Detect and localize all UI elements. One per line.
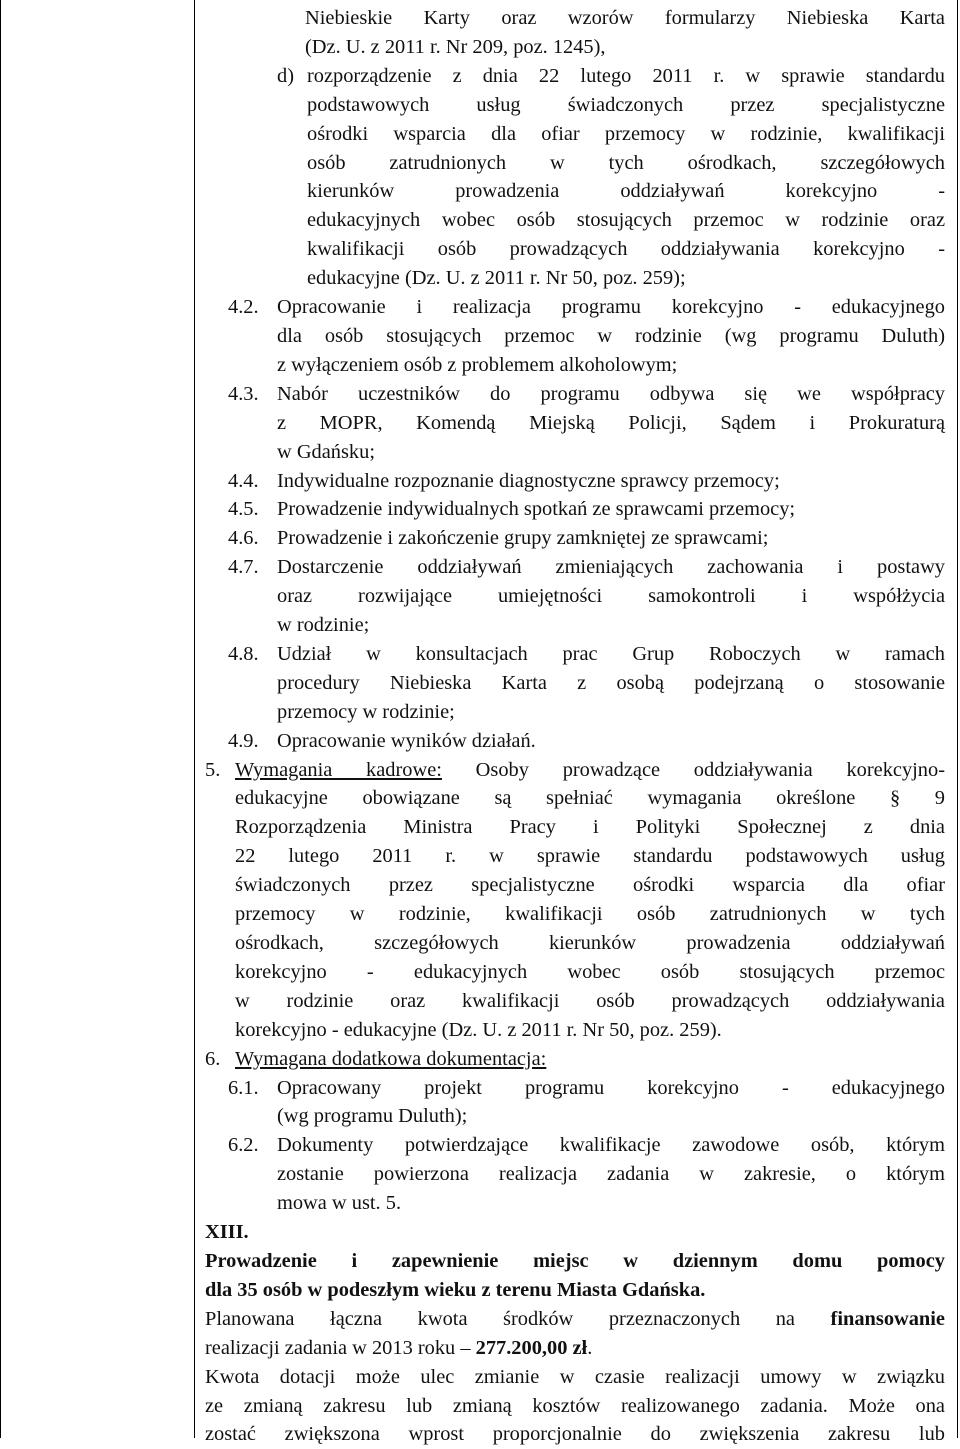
text-span: Planowana łączna kwota środków przeznaczonych na <box>205 1307 831 1330</box>
text-line: edukacyjne (Dz. U. z 2011 r. Nr 50, poz. 259); <box>307 267 686 290</box>
text-line: przemocy w rodzinie; <box>277 700 455 723</box>
item-number: 4.9. <box>228 729 259 752</box>
text-span: realizacji zadania w 2013 roku – <box>205 1336 476 1359</box>
item-body <box>277 293 945 380</box>
text-line: Indywidualne rozpoznanie diagnostyczne sprawcy przemocy; <box>277 469 780 492</box>
text-line: (wg programu Duluth); <box>277 1105 468 1128</box>
item-body <box>277 467 945 496</box>
text-line: ośrodki wsparcia dla ofiar przemocy w rodzinie, kwalifikacji <box>307 122 945 145</box>
text-line: z wyłączeniem osób z problemem alkoholowym; <box>277 353 678 376</box>
text-line: Opracowanie wyników działań. <box>277 729 536 752</box>
text-line: podstawowych usług świadczonych przez specjalistyczne <box>307 93 945 116</box>
list-item <box>205 495 945 524</box>
funding-amount: 277.200,00 zł <box>475 1336 588 1359</box>
item-body <box>277 495 945 524</box>
text-line: edukacyjnych wobec osób stosujących przemoc w rodzinie oraz <box>307 209 945 232</box>
item-body <box>277 727 945 756</box>
item-number: 6.1. <box>228 1076 259 1099</box>
text-line: Opracowanie i realizacja programu korekcyjno - edukacyjnego <box>277 296 945 319</box>
text-line: procedury Niebieska Karta z osobą podejrzaną o stosowanie <box>277 671 945 694</box>
text-line: rozporządzenie z dnia 22 lutego 2011 r. w sprawie standardu <box>307 64 945 87</box>
text-line: Prowadzenie i zakończenie grupy zamkniętej ze sprawcami; <box>277 527 769 550</box>
list-item <box>205 640 945 727</box>
text-line: Prowadzenie indywidualnych spotkań ze sprawcami przemocy; <box>277 498 796 521</box>
section-number: 5. <box>205 758 221 781</box>
text-line <box>235 1045 945 1074</box>
section-body <box>228 1045 945 1218</box>
item-body <box>277 640 945 727</box>
list-item <box>205 467 945 496</box>
section-title-line: Prowadzenie i zapewnienie miejsc w dziennym domu pomocy <box>205 1249 945 1272</box>
item-number: 4.5. <box>228 498 259 521</box>
text-line: 22 lutego 2011 r. w sprawie standardu podstawowych usług <box>235 845 945 868</box>
item-number: 4.7. <box>228 556 259 579</box>
text-line: w rodzinie; <box>277 614 370 637</box>
funding-amount-line <box>205 1334 945 1363</box>
section-xiii <box>205 1218 945 1449</box>
text-line: (Dz. U. z 2011 r. Nr 209, poz. 1245), <box>305 35 606 58</box>
item-number: 4.4. <box>228 469 259 492</box>
list-item <box>205 727 945 756</box>
text-line: w rodzinie oraz kwalifikacji osób prowadzących oddziaływania <box>235 989 945 1012</box>
text-line: edukacyjne obowiązane są spełniać wymagania określone § 9 <box>235 787 945 810</box>
list-item <box>205 1074 945 1132</box>
section-label: XIII. <box>205 1221 249 1244</box>
text-line: kierunków prowadzenia oddziaływań korekcyjno - <box>307 180 945 203</box>
section-4-items <box>205 293 945 756</box>
continuation-text <box>205 4 945 62</box>
text-line: Niebieskie Karty oraz wzorów formularzy Niebieska Karta <box>305 7 945 29</box>
text-line: Rozporządzenia Ministra Pracy i Polityki Społecznej z dnia <box>235 816 945 839</box>
text-line: Nabór uczestników do programu odbywa się we współpracy <box>277 382 945 405</box>
item-number: 4.8. <box>228 642 259 665</box>
text-line: w Gdańsku; <box>277 440 375 463</box>
section-title-line: dla 35 osób w podeszłym wieku z terenu Miasta Gdańska. <box>205 1278 706 1301</box>
text-line: dla osób stosujących przemoc w rodzinie (wg programu Duluth) <box>277 324 945 347</box>
item-body <box>277 553 945 640</box>
list-item-d <box>205 62 945 293</box>
text-line: mowa w ust. 5. <box>277 1192 402 1215</box>
text-line: ośrodkach, szczegółowych kierunków prowadzenia oddziaływań <box>235 932 945 954</box>
text-span: . <box>587 1336 593 1359</box>
list-item <box>205 524 945 553</box>
item-label: d) <box>277 64 294 87</box>
text-line: korekcyjno - edukacyjne (Dz. U. z 2011 r. Nr 50, poz. 259). <box>235 1018 722 1041</box>
section-body <box>235 756 945 1045</box>
text-line: zostanie powierzona realizacja zadania w zakresie, o którym <box>277 1163 945 1186</box>
text-line: świadczonych przez specjalistyczne ośrodki wsparcia dla ofiar <box>235 874 945 897</box>
item-body <box>307 62 945 293</box>
text-line: korekcyjno - edukacyjnych wobec osób stosujących przemoc <box>235 960 945 983</box>
section-number: 6. <box>205 1047 221 1070</box>
text-line: Kwota dotacji może ulec zmianie w czasie realizacji umowy w związku <box>205 1365 945 1388</box>
text-line: Dostarczenie oddziaływań zmieniających zachowania i postawy <box>277 556 945 579</box>
list-item <box>205 553 945 640</box>
text-line: przemocy w rodzinie, kwalifikacji osób zatrudnionych w tych <box>235 903 945 926</box>
item-number: 4.2. <box>228 296 259 319</box>
item-body <box>277 1131 945 1218</box>
funding-line <box>205 1305 945 1334</box>
list-item <box>205 293 945 380</box>
item-body <box>277 1074 945 1132</box>
section-6 <box>205 1045 945 1218</box>
section-5 <box>205 756 945 1045</box>
column-divider <box>194 0 195 1438</box>
item-number: 6.2. <box>228 1134 259 1157</box>
list-item <box>205 380 945 467</box>
text-line: z MOPR, Komendą Miejską Policji, Sądem i Prokuraturą <box>277 411 945 434</box>
section-heading: Wymagania kadrowe: <box>235 758 442 781</box>
text-line: kwalifikacji osób prowadzących oddziaływania korekcyjno - <box>307 238 945 261</box>
item-number: 4.3. <box>228 382 259 405</box>
document-content <box>205 4 945 1449</box>
text-line: ze zmianą zakresu lub zmianą kosztów realizowanego zadania. Może ona <box>205 1394 945 1417</box>
item-number: 4.6. <box>228 527 259 550</box>
text-span: Osoby prowadzące oddziaływania korekcyjno- <box>441 758 945 781</box>
text-line: Udział w konsultacjach prac Grup Roboczych w ramach <box>277 642 945 665</box>
text-line: oraz rozwijające umiejętności samokontroli i współżycia <box>277 585 945 608</box>
text-line <box>235 756 945 785</box>
item-body <box>277 524 945 553</box>
list-item <box>205 1131 945 1218</box>
text-line: Dokumenty potwierdzające kwalifikacje zawodowe osób, którym <box>277 1134 945 1157</box>
text-line: zostać zwiększona wprost proporcjonalnie do zwiększenia zakresu lub <box>205 1423 945 1446</box>
funding-keyword: finansowanie <box>830 1307 945 1330</box>
text-line: osób zatrudnionych w tych ośrodkach, szczegółowych <box>307 151 945 174</box>
text-line: Opracowany projekt programu korekcyjno - edukacyjnego <box>277 1076 945 1099</box>
section-heading: Wymagana dodatkowa dokumentacja: <box>235 1047 547 1070</box>
item-body <box>277 380 945 467</box>
